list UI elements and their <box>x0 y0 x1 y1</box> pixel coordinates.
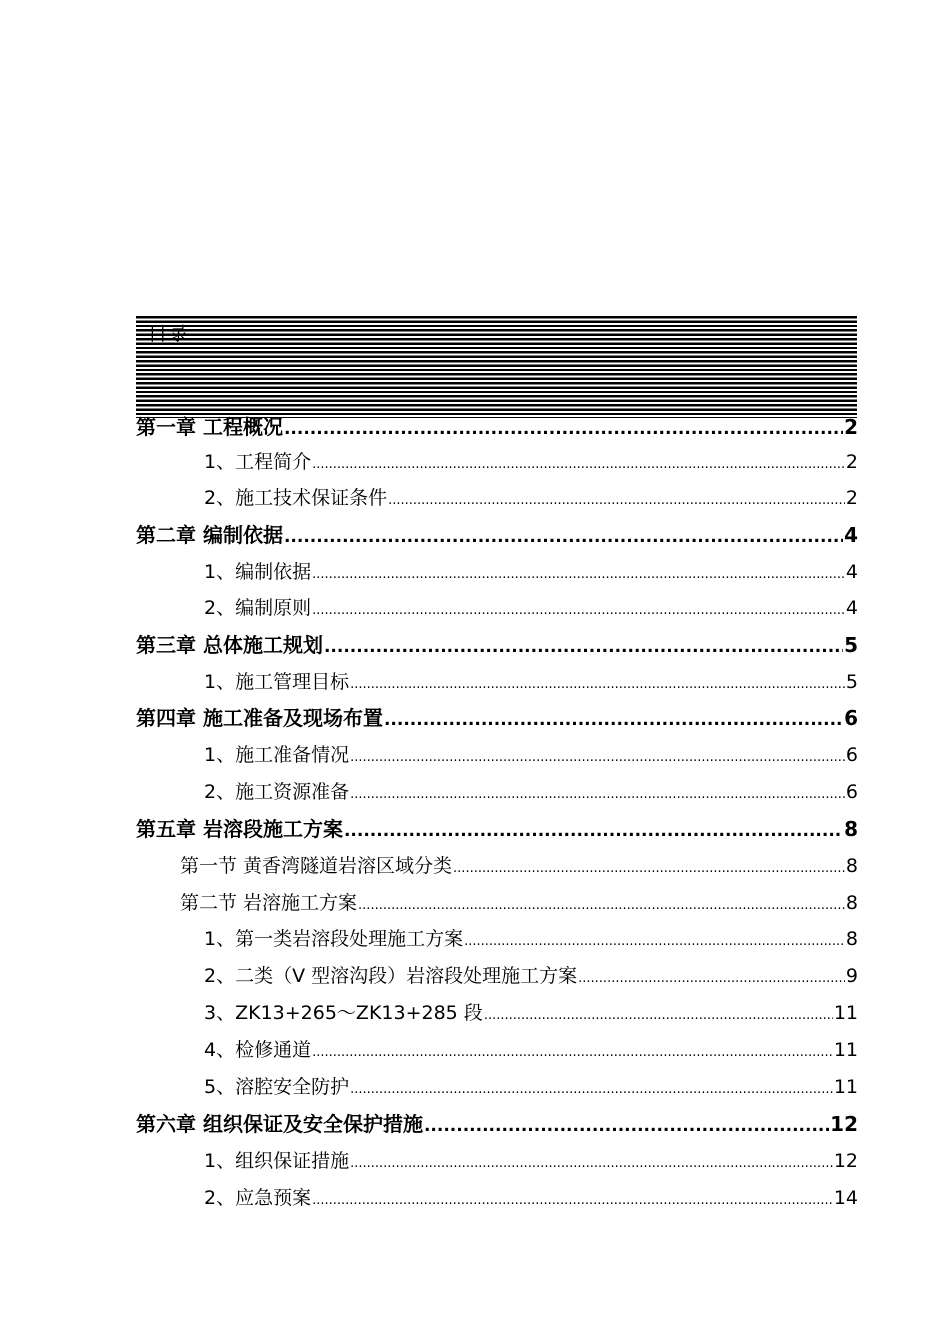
toc-leader-dots <box>484 1001 833 1031</box>
toc-entry-section[interactable] <box>204 1146 858 1176</box>
toc-entry-label: 工程简介 <box>235 451 312 473</box>
toc-entry-section[interactable] <box>204 998 858 1028</box>
toc-entry-subsection[interactable] <box>180 888 858 918</box>
toc-entry-page: 6 <box>844 706 858 730</box>
toc-entry-section[interactable] <box>204 1035 858 1065</box>
toc-entry-number: 1、 <box>204 928 236 950</box>
toc-leader-dots <box>578 964 845 994</box>
toc-entry-page: 12 <box>833 1150 858 1172</box>
toc-entry-number: 2、 <box>204 597 236 619</box>
toc-entry-chapter-4[interactable] <box>136 703 858 733</box>
toc-entry-label: 编制原则 <box>235 597 312 619</box>
toc-leader-dots <box>453 854 845 884</box>
toc-entry-section[interactable] <box>204 777 858 807</box>
toc-entry-label: 施工资源准备 <box>235 781 350 803</box>
toc-entry-label: 第五章 岩溶段施工方案 <box>136 817 343 841</box>
toc-entry-section[interactable] <box>204 740 858 770</box>
toc-entry-section[interactable] <box>204 447 858 477</box>
toc-entry-label: 组织保证措施 <box>235 1150 350 1172</box>
toc-entry-page: 12 <box>830 1112 858 1136</box>
toc-leader-dots <box>312 596 845 626</box>
toc-entry-chapter-1[interactable] <box>136 412 858 442</box>
toc-entry-label: 检修通道 <box>235 1039 312 1061</box>
toc-entry-label: 第一类岩溶段处理施工方案 <box>235 928 464 950</box>
toc-entry-page: 14 <box>833 1187 858 1209</box>
toc-entry-section[interactable] <box>204 557 858 587</box>
toc-entry-chapter-6[interactable] <box>136 1109 858 1139</box>
toc-entry-number: 1、 <box>204 671 236 693</box>
toc-leader-dots <box>388 486 845 516</box>
toc-entry-page: 8 <box>845 855 858 877</box>
toc-entry-page: 5 <box>845 671 858 693</box>
toc-entry-label: 第三章 总体施工规划 <box>136 633 323 657</box>
toc-entry-section[interactable] <box>204 961 858 991</box>
toc-leader-dots <box>324 632 843 662</box>
toc-entry-label: 第一章 工程概况 <box>136 415 283 439</box>
toc-entry-page: 2 <box>845 487 858 509</box>
toc-entry-page: 4 <box>845 597 858 619</box>
toc-entry-page: 6 <box>845 781 858 803</box>
toc-entry-label: 施工技术保证条件 <box>235 487 388 509</box>
toc-entry-subsection[interactable] <box>180 851 858 881</box>
toc-entry-number: 2、 <box>204 487 236 509</box>
toc-entry-number: 2、 <box>204 781 236 803</box>
toc-entry-page: 11 <box>833 1039 858 1061</box>
toc-entry-label: 第一节 黄香湾隧道岩溶区域分类 <box>180 855 453 877</box>
toc-entry-number: 2、 <box>204 965 236 987</box>
toc-entry-page: 2 <box>845 451 858 473</box>
toc-entry-number: 4、 <box>204 1039 236 1061</box>
toc-title: 目录 <box>148 323 191 345</box>
toc-entry-section[interactable] <box>204 1072 858 1102</box>
toc-entry-number: 3、 <box>204 1002 236 1024</box>
toc-entry-page: 8 <box>845 892 858 914</box>
toc-entry-page: 4 <box>845 561 858 583</box>
toc-entry-section[interactable] <box>204 667 858 697</box>
toc-entry-number: 1、 <box>204 1150 236 1172</box>
toc-entry-number: 1、 <box>204 561 236 583</box>
toc-entry-page: 2 <box>844 415 858 439</box>
toc-entry-page: 9 <box>845 965 858 987</box>
toc-entry-label: 编制依据 <box>235 561 312 583</box>
toc-leader-dots <box>312 560 845 590</box>
toc-entry-number: 1、 <box>204 451 236 473</box>
toc-entry-label: 施工准备情况 <box>235 744 350 766</box>
toc-leader-dots <box>424 1111 829 1141</box>
toc-leader-dots <box>350 780 845 810</box>
toc-leader-dots <box>350 1149 833 1179</box>
toc-entry-page: 11 <box>833 1002 858 1024</box>
toc-leader-dots <box>312 1186 833 1216</box>
toc-leader-dots <box>312 450 845 480</box>
toc-leader-dots <box>344 816 843 846</box>
toc-entry-label: 二类（V 型溶沟段）岩溶段处理施工方案 <box>235 965 578 987</box>
toc-entry-chapter-3[interactable] <box>136 630 858 660</box>
toc-entry-number: 1、 <box>204 744 236 766</box>
toc-entry-label: ZK13+265～ZK13+285 段 <box>235 1002 483 1024</box>
toc-entry-page: 8 <box>845 928 858 950</box>
toc-leader-dots <box>350 670 845 700</box>
toc-entry-page: 4 <box>844 523 858 547</box>
toc-entry-page: 11 <box>833 1076 858 1098</box>
toc-entry-label: 第六章 组织保证及安全保护措施 <box>136 1112 423 1136</box>
toc-entry-section[interactable] <box>204 593 858 623</box>
toc-leader-dots <box>312 1038 833 1068</box>
toc-leader-dots <box>350 743 845 773</box>
toc-entry-label: 应急预案 <box>235 1187 312 1209</box>
toc-leader-dots <box>350 1075 833 1105</box>
toc-entry-page: 5 <box>844 633 858 657</box>
toc-entry-chapter-2[interactable] <box>136 520 858 550</box>
toc-entry-label: 第二章 编制依据 <box>136 523 283 547</box>
toc-entry-chapter-5[interactable] <box>136 814 858 844</box>
toc-entry-label: 第四章 施工准备及现场布置 <box>136 706 383 730</box>
toc-leader-dots <box>284 522 843 552</box>
toc-entry-label: 施工管理目标 <box>235 671 350 693</box>
toc-entry-section[interactable] <box>204 483 858 513</box>
toc-entry-number: 2、 <box>204 1187 236 1209</box>
toc-header-band <box>136 316 857 418</box>
toc-leader-dots <box>384 705 843 735</box>
toc-leader-dots <box>358 891 845 921</box>
toc-entry-number: 5、 <box>204 1076 236 1098</box>
toc-entry-label: 溶腔安全防护 <box>235 1076 350 1098</box>
toc-entry-section[interactable] <box>204 924 858 954</box>
toc-entry-page: 6 <box>845 744 858 766</box>
toc-entry-page: 8 <box>844 817 858 841</box>
toc-leader-dots <box>464 927 845 957</box>
toc-entry-section[interactable] <box>204 1183 858 1213</box>
toc-leader-dots <box>284 414 843 444</box>
toc-entry-label: 第二节 岩溶施工方案 <box>180 892 358 914</box>
